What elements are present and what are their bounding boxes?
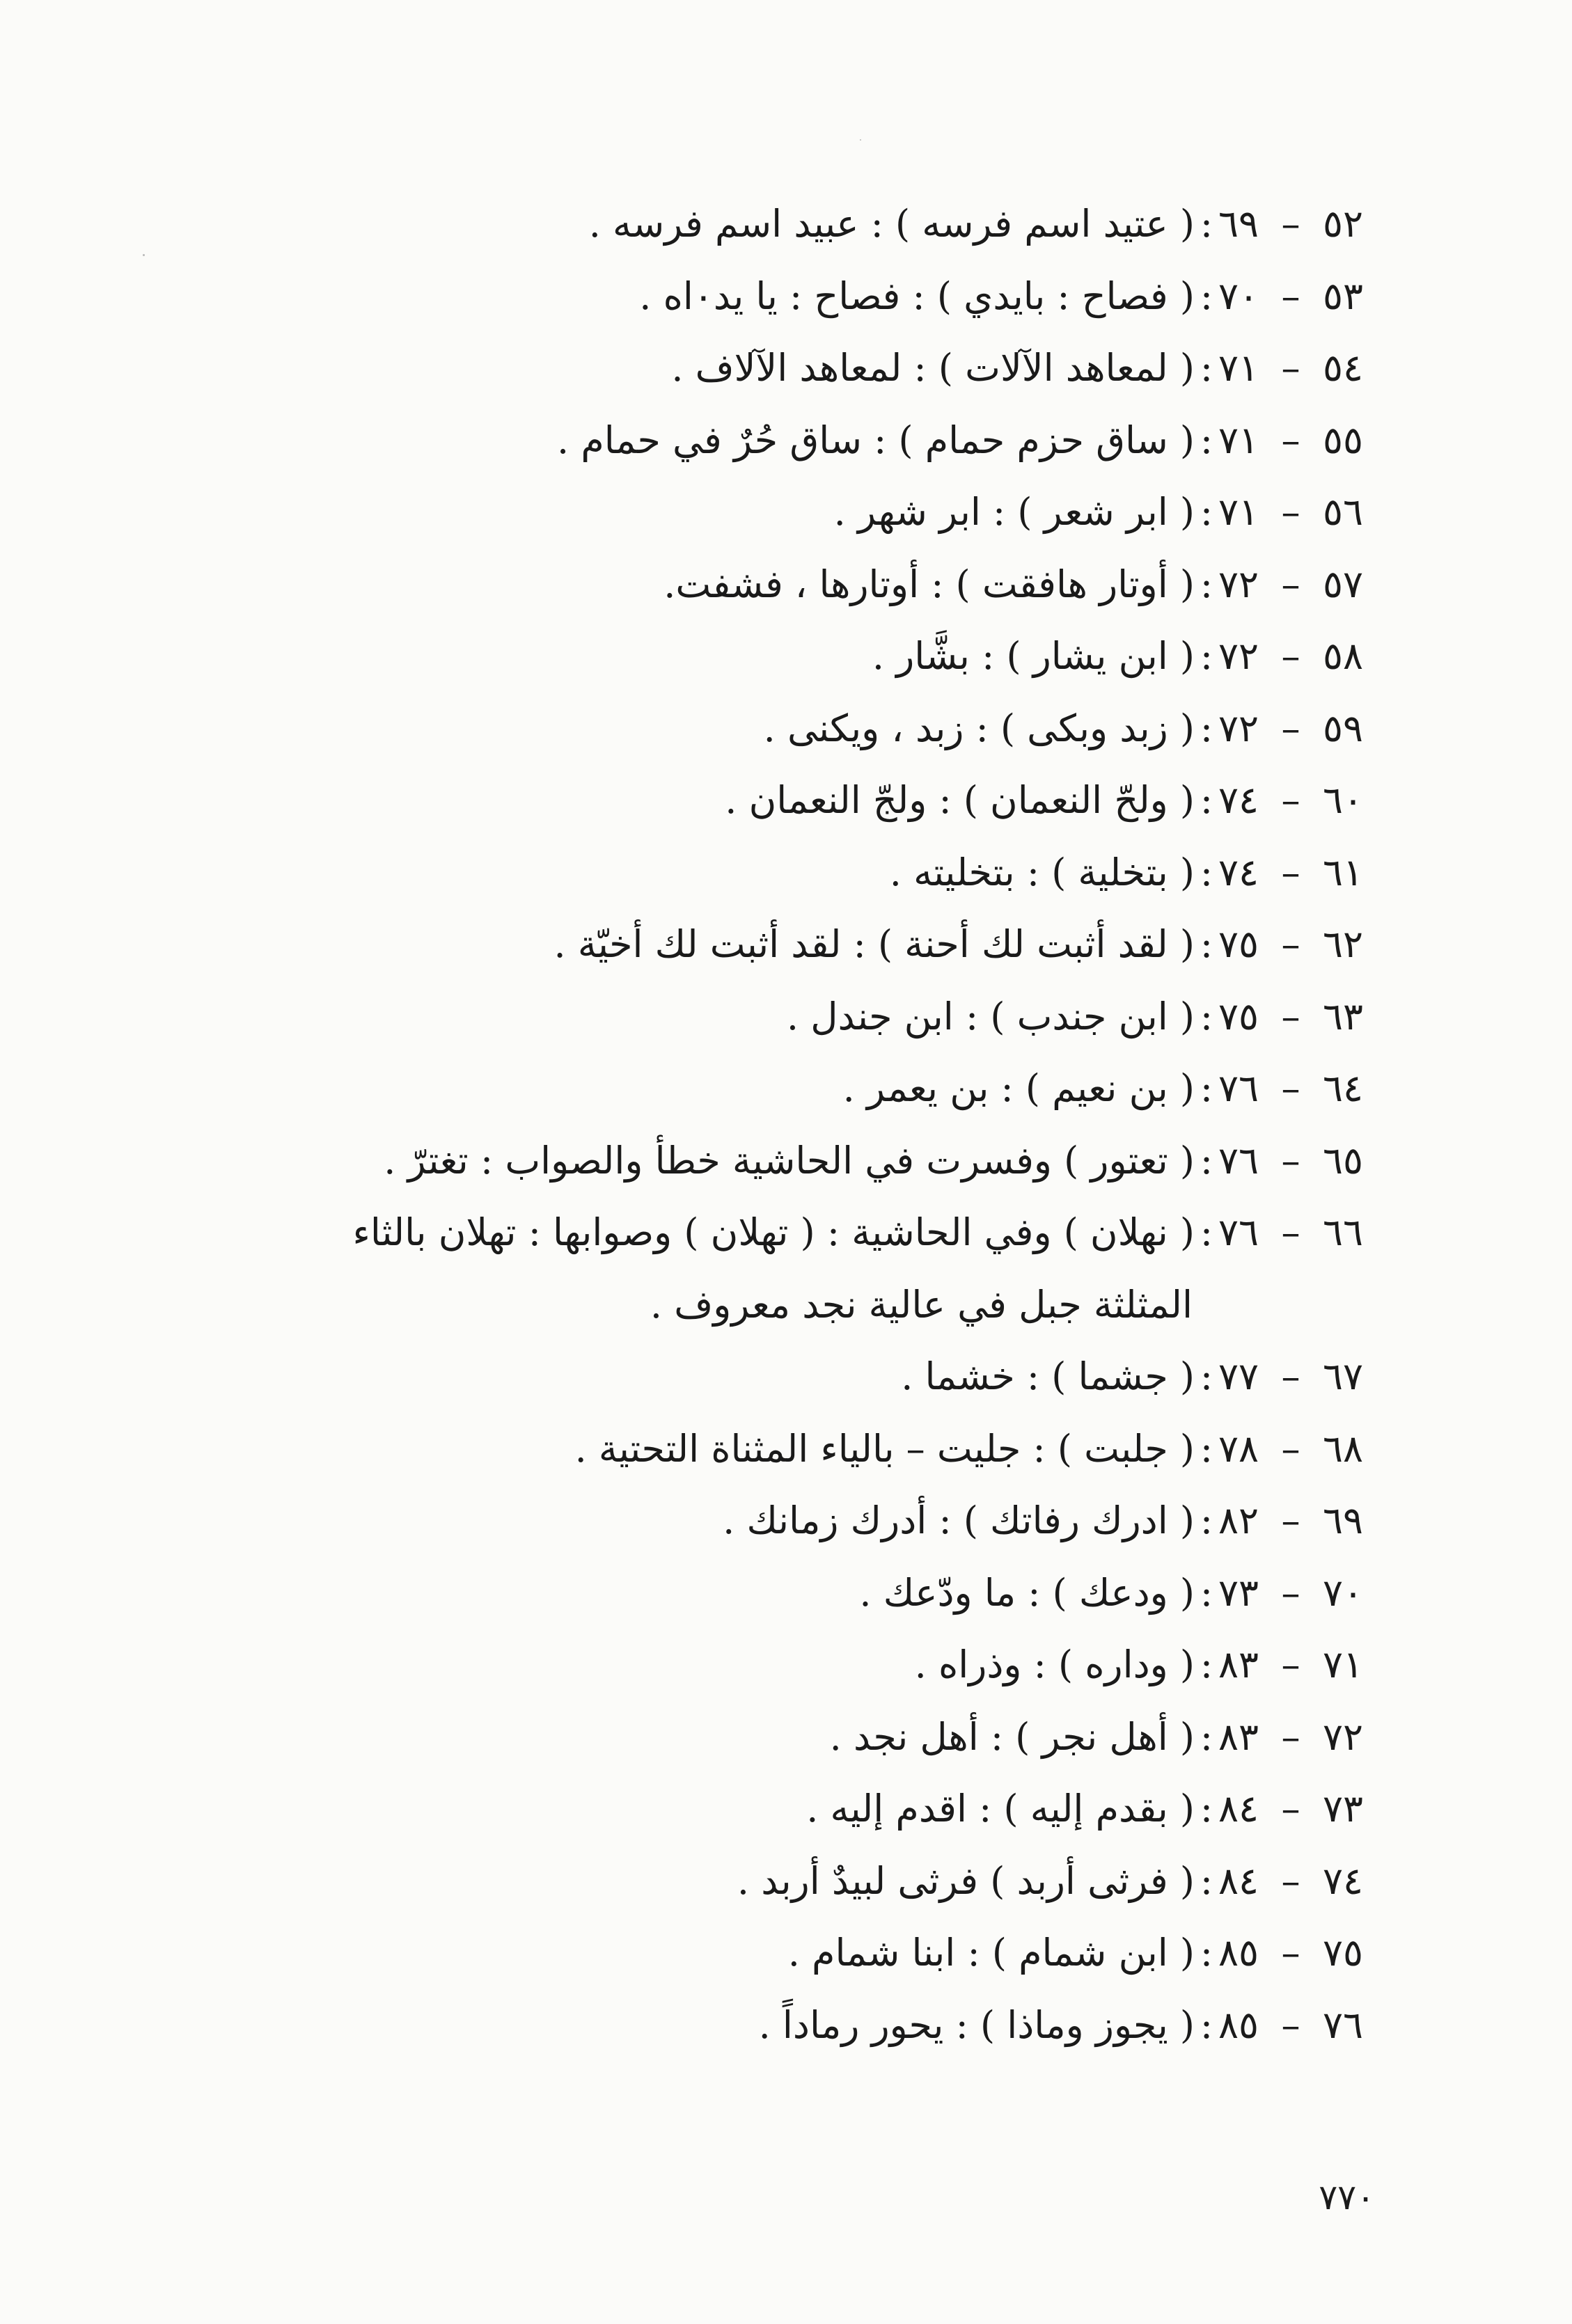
entry-number: ٥٣	[1322, 274, 1363, 318]
entry-number: ٧٠	[1322, 1571, 1363, 1615]
entry-page-reference: ٨٤	[1218, 1787, 1259, 1831]
colon-separator: :	[1200, 922, 1213, 966]
colon-separator: :	[1200, 995, 1213, 1038]
correction-entry	[859, 1565, 1363, 1621]
dash-separator: –	[1281, 1499, 1300, 1542]
correction-entry	[557, 413, 1363, 468]
entry-page-reference: ٧٠	[1218, 274, 1259, 318]
dash-separator: –	[1281, 706, 1300, 750]
colon-separator: :	[1200, 706, 1213, 750]
dash-separator: –	[1281, 490, 1300, 534]
entry-page-reference: ٧٧	[1218, 1354, 1259, 1398]
entry-number: ٥٢	[1322, 202, 1363, 246]
dash-separator: –	[1281, 1066, 1300, 1110]
correction-entry	[890, 845, 1363, 901]
colon-separator: :	[1200, 1499, 1213, 1542]
entry-page-reference: ٧٢	[1218, 562, 1259, 606]
entry-page-reference: ٦٩	[1218, 202, 1259, 246]
correction-entry	[575, 1421, 1363, 1477]
correction-text: ( أهل نجر ) : أهل نجد .	[829, 1715, 1195, 1759]
correction-text: ( تعتور ) وفسرت في الحاشية خطأ والصواب : تغترّ .	[384, 1139, 1195, 1183]
correction-text: ( ساق حزم حمام ) : ساق حُرٌ في حمام .	[557, 418, 1195, 462]
entry-number: ٦٤	[1322, 1066, 1363, 1110]
correction-entry	[353, 1205, 1364, 1260]
dash-separator: –	[1281, 1571, 1300, 1615]
correction-text: ( بقدم إليه ) : اقدم إليه .	[806, 1787, 1195, 1831]
correction-continuation: المثلثة جبل في عالية نجد معروف .	[650, 1283, 1193, 1327]
correction-text: ( ولحّ النعمان ) : ولجّ النعمان .	[725, 778, 1195, 822]
entry-page-reference: ٧١	[1218, 490, 1259, 534]
correction-entry	[723, 1493, 1363, 1549]
entry-page-reference: ٧٥	[1218, 995, 1259, 1038]
entry-number: ٥٧	[1322, 562, 1363, 606]
correction-text: ( فرثى أربد ) فرثى لبيدٌ أربد .	[737, 1859, 1195, 1903]
dash-separator: –	[1281, 1787, 1300, 1831]
correction-text: ( ابر شعر ) : ابر شهر .	[833, 490, 1195, 534]
entry-page-reference: ٧٦	[1218, 1210, 1259, 1254]
dash-separator: –	[1281, 1139, 1300, 1183]
entry-number: ٧١	[1322, 1643, 1363, 1686]
correction-entry	[671, 340, 1363, 396]
entry-number: ٥٨	[1322, 634, 1363, 678]
correction-text: ( ابن يشار ) : بشَّار .	[872, 634, 1195, 678]
entry-page-reference: ٨٥	[1218, 2003, 1259, 2047]
entry-number: ٦٩	[1322, 1499, 1363, 1542]
correction-entry	[737, 1853, 1363, 1909]
correction-entry	[589, 196, 1363, 252]
correction-entry	[806, 1781, 1363, 1837]
entry-number: ٥٦	[1322, 490, 1363, 534]
correction-text: ( فصاح : بايدي ) : فصاح : يا يد٠اه .	[639, 274, 1195, 318]
dash-separator: –	[1281, 1643, 1300, 1686]
entry-page-reference: ٧٦	[1218, 1066, 1259, 1110]
correction-text: ( لقد أثبت لك أحنة ) : لقد أثبت لك أخيّة .	[553, 922, 1195, 966]
colon-separator: :	[1200, 1354, 1213, 1398]
correction-text: ( ادرك رفاتك ) : أدرك زمانك .	[723, 1499, 1195, 1542]
colon-separator: :	[1200, 1787, 1213, 1831]
correction-text: ( ودعك ) : ما ودّعك .	[859, 1571, 1195, 1615]
correction-text: ( نهلان ) وفي الحاشية : ( تهلان ) وصوابها : تهلان بالثاء	[352, 1210, 1195, 1254]
dash-separator: –	[1281, 418, 1300, 462]
entry-page-reference: ٨٢	[1218, 1499, 1259, 1542]
colon-separator: :	[1200, 1571, 1213, 1615]
correction-entry	[901, 1349, 1363, 1405]
dash-separator: –	[1281, 778, 1300, 822]
correction-text: ( بتخلية ) : بتخليته .	[889, 851, 1195, 894]
dash-separator: –	[1281, 634, 1300, 678]
colon-separator: :	[1200, 1139, 1213, 1183]
correction-text: ( ابن جندب ) : ابن جندل .	[786, 995, 1195, 1038]
entry-number: ٥٩	[1322, 706, 1363, 750]
colon-separator: :	[1200, 851, 1213, 894]
entry-page-reference: ٧٣	[1218, 1571, 1259, 1615]
colon-separator: :	[1200, 1859, 1213, 1903]
entry-number: ٧٥	[1322, 1931, 1363, 1975]
entry-page-reference: ٨٣	[1218, 1715, 1259, 1759]
entry-number: ٦٨	[1322, 1427, 1363, 1471]
entry-page-reference: ٧٤	[1218, 851, 1259, 894]
correction-text: ( لمعاهد الآلات ) : لمعاهد الآلاف .	[671, 346, 1195, 390]
correction-text: ( بن نعيم ) : بن يعمر .	[842, 1066, 1195, 1110]
colon-separator: :	[1200, 1931, 1213, 1975]
correction-entry	[834, 484, 1363, 540]
dash-separator: –	[1281, 1354, 1300, 1398]
colon-separator: :	[1200, 2003, 1213, 2047]
colon-separator: :	[1200, 202, 1213, 246]
correction-text: ( يجوز وماذا ) : يحور رماداً .	[758, 2003, 1195, 2047]
colon-separator: :	[1200, 634, 1213, 678]
entry-page-reference: ٧٢	[1218, 634, 1259, 678]
dash-separator: –	[1281, 562, 1300, 606]
correction-entry	[759, 1998, 1363, 2053]
entry-page-reference: ٧١	[1218, 346, 1259, 390]
correction-entry	[554, 917, 1363, 972]
colon-separator: :	[1200, 1210, 1213, 1254]
dash-separator: –	[1281, 2003, 1300, 2047]
entry-page-reference: ٧١	[1218, 418, 1259, 462]
entry-page-reference: ٨٥	[1218, 1931, 1259, 1975]
colon-separator: :	[1200, 1643, 1213, 1686]
dash-separator: –	[1281, 274, 1300, 318]
entry-page-reference: ٧٦	[1218, 1139, 1259, 1183]
correction-entry	[663, 557, 1363, 612]
colon-separator: :	[1200, 778, 1213, 822]
entry-page-reference: ٨٣	[1218, 1643, 1259, 1686]
correction-entry	[787, 989, 1363, 1045]
entry-number: ٧٦	[1322, 2003, 1363, 2047]
correction-entry	[872, 629, 1363, 684]
correction-entry	[764, 701, 1363, 757]
colon-separator: :	[1200, 1427, 1213, 1471]
entry-number: ٦٥	[1322, 1139, 1363, 1183]
entry-number: ٦٢	[1322, 922, 1363, 966]
entry-page-reference: ٨٤	[1218, 1859, 1259, 1903]
dash-separator: –	[1281, 1715, 1300, 1759]
entry-number: ٦١	[1322, 851, 1363, 894]
correction-text: ( زبد وبكى ) : زبد ، ويكنى .	[763, 706, 1195, 750]
dash-separator: –	[1281, 1427, 1300, 1471]
dash-separator: –	[1281, 1210, 1300, 1254]
correction-entry	[830, 1709, 1363, 1765]
dash-separator: –	[1281, 922, 1300, 966]
entry-page-reference: ٧٥	[1218, 922, 1259, 966]
colon-separator: :	[1200, 274, 1213, 318]
entry-page-reference: ٧٨	[1218, 1427, 1259, 1471]
correction-text: ( جشما ) : خشما .	[901, 1354, 1195, 1398]
entry-number: ٥٥	[1322, 418, 1363, 462]
entry-number: ٧٤	[1322, 1859, 1363, 1903]
entry-number: ٧٣	[1322, 1787, 1363, 1831]
entry-page-reference: ٧٢	[1218, 706, 1259, 750]
entry-number: ٦٠	[1322, 778, 1363, 822]
correction-entry	[843, 1061, 1363, 1116]
correction-entry	[639, 269, 1363, 324]
colon-separator: :	[1200, 346, 1213, 390]
entry-number: ٧٢	[1322, 1715, 1363, 1759]
entry-number: ٦٧	[1322, 1354, 1363, 1398]
colon-separator: :	[1200, 418, 1213, 462]
correction-entry	[788, 1925, 1363, 1981]
dash-separator: –	[1281, 995, 1300, 1038]
dash-separator: –	[1281, 346, 1300, 390]
colon-separator: :	[1200, 490, 1213, 534]
page-number: ٧٧٠	[1319, 2177, 1375, 2218]
entry-number: ٦٦	[1322, 1210, 1363, 1254]
dash-separator: –	[1281, 202, 1300, 246]
entry-number: ٦٣	[1322, 995, 1363, 1038]
colon-separator: :	[1200, 1066, 1213, 1110]
correction-entry	[915, 1637, 1363, 1693]
correction-entry	[384, 1133, 1363, 1189]
entry-number: ٥٤	[1322, 346, 1363, 390]
colon-separator: :	[1200, 562, 1213, 606]
correction-text: ( أوتار هافقت ) : أوتارها ، فشفت.	[663, 562, 1195, 606]
colon-separator: :	[1200, 1715, 1213, 1759]
correction-text: ( جلبت ) : جليت – بالياء المثناة التحتية .	[574, 1427, 1195, 1471]
dash-separator: –	[1281, 1859, 1300, 1903]
correction-text: ( عتيد اسم فرسه ) : عبيد اسم فرسه .	[588, 202, 1195, 246]
correction-text: ( وداره ) : وذراه .	[914, 1643, 1195, 1686]
dash-separator: –	[1281, 851, 1300, 894]
dash-separator: –	[1281, 1931, 1300, 1975]
correction-text: ( ابن شمام ) : ابنا شمام .	[787, 1931, 1195, 1975]
correction-entry	[725, 773, 1363, 828]
entry-page-reference: ٧٤	[1218, 778, 1259, 822]
